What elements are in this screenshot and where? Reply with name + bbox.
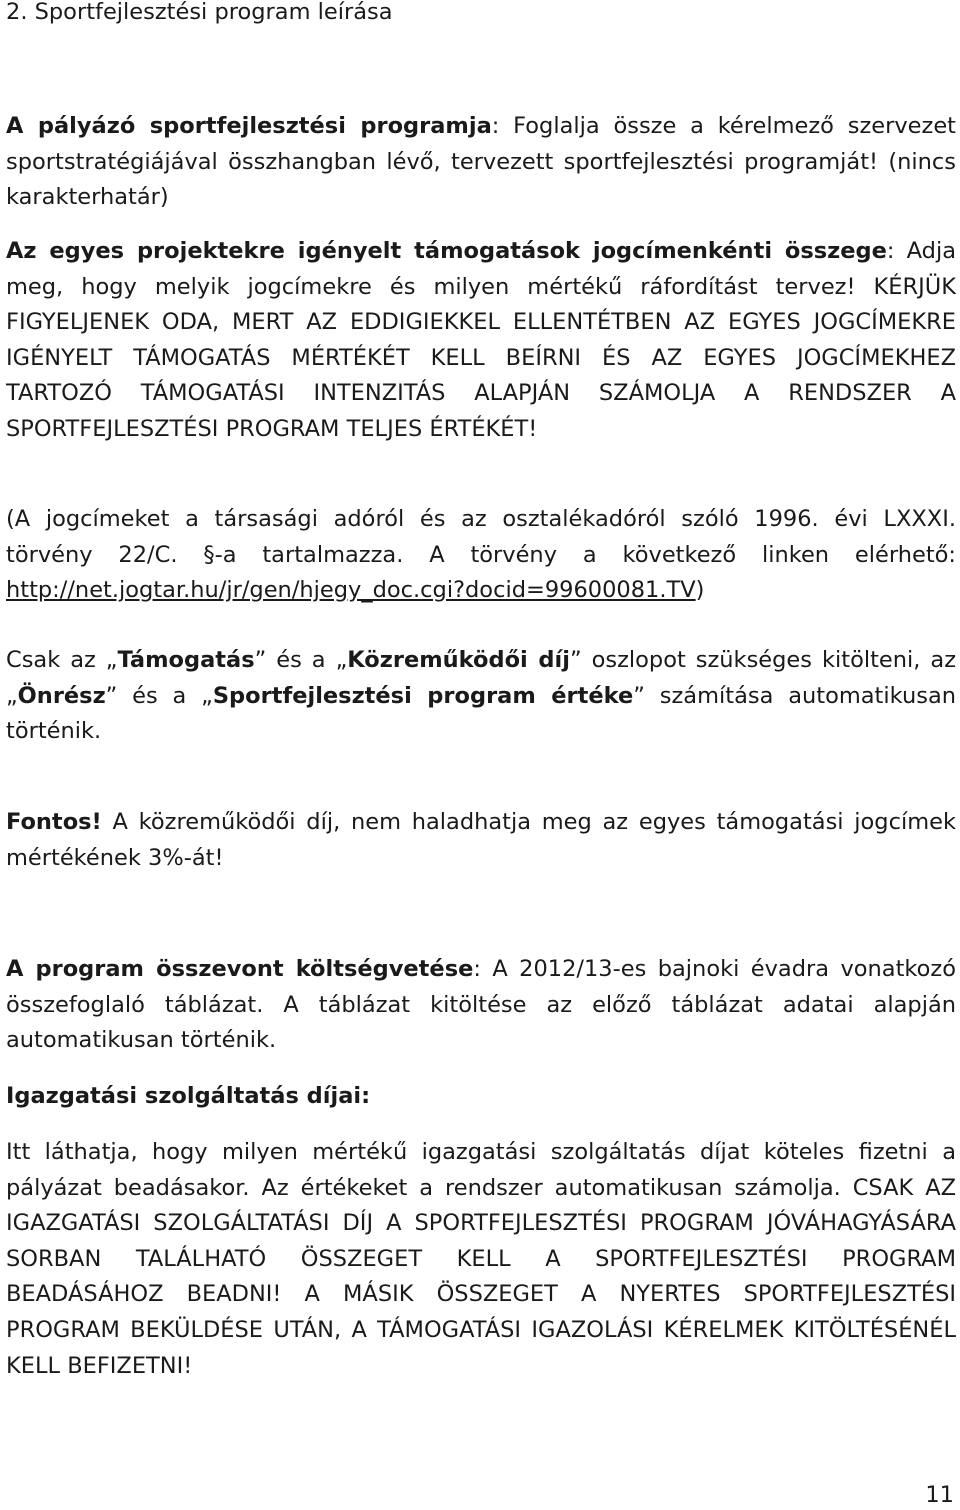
text-torveny-after: ) [695,577,705,604]
text-fontos: A közreműködői díj, nem haladhatja meg az egyes támogatási jogcímek mértékének 3%-át! [6,809,956,871]
label-igazgatasi-szolgaltatas: Igazgatási szolgáltatás díjai: [6,1083,371,1109]
text-fragment: ” számítása automatikusan történik. [6,682,956,745]
bold-kozremukodoi-dij: Közreműködői díj [347,647,570,673]
label-fontos: Fontos! [6,809,102,835]
text-fragment: ” és a „ [105,682,213,709]
paragraph-oszlopok [6,643,956,750]
text-fragment: ” oszlopot szükséges kitölteni, az „ [6,647,957,709]
jogtar-link[interactable]: http://net.jogtar.hu/jr/gen/hjegy_doc.cgi?docid=99600081.TV [6,577,696,604]
text-sportfejlesztesi-programja: : Foglalja össze a kérelmező szervezet sportstratégiájával összhangban lévő, tervezett sportfejlesztési programját! (nincs karakterhatár) [6,113,957,211]
paragraph-jogcimek-torveny [6,502,956,609]
text-igazgatasi-szolgaltatas: Itt láthatja, hogy milyen mértékű igazgatási szolgáltatás díjat köteles fizetni a pályázat beadásakor. Az értékeket a rendszer automatikusan számolja. CSAK AZ IGAZGATÁSI SZOLGÁLTATÁSI DÍJ A SPORTFEJLESZTÉSI PROGRAM JÓVÁHAGYÁSÁRA SORBAN TALÁLHATÓ ÖSSZEGET KELL A SPORTFEJLESZTÉSI PROGRAM BEADÁSÁHOZ BEADNI! A MÁSIK ÖSSZEGET A NYERTES SPORTFEJLESZTÉSI PROGRAM BEKÜLDÉSE UTÁN, A TÁMOGATÁSI IGAZOLÁSI KÉRELMEK KITÖLTÉSÉNÉL KELL BEFIZETNI! [6,1139,956,1379]
page-number: 11 [925,1482,954,1508]
paragraph-igazgatasi-cim [6,1079,956,1115]
paragraph-jogcimenkenti-osszege [6,234,956,448]
bold-program-erteke: Sportfejlesztési program értéke [212,682,634,709]
paragraph-sportfejlesztesi-program [6,109,956,216]
text-fragment: Csak az „ [6,647,118,673]
text-fragment: ” és a „ [254,647,348,673]
bold-onresz: Önrész [17,682,106,709]
bold-tamogatas: Támogatás [117,647,255,673]
label-jogcimenkenti-osszege: Az egyes projektekre igényelt támogatások jogcímenkénti összege [6,238,887,264]
paragraph-fontos [6,805,956,876]
paragraph-igazgatasi-szolgaltatas [6,1135,956,1384]
text-torveny-before: (A jogcímeket a társasági adóról és az osztalékadóról szóló 1996. évi LXXXI. törvény 22/C. §-a tartalmazza. A törvény a következő linken elérhető: [6,506,956,568]
label-sportfejlesztesi-programja: A pályázó sportfejlesztési programja [6,113,492,139]
section-heading: 2. Sportfejlesztési program leírása [6,0,393,25]
text-osszevont-koltsegvetes: : A 2012/13-es bajnoki évadra vonatkozó összefoglaló táblázat. A táblázat kitöltése az előző táblázat adatai alapján automatikusan történik. [6,956,956,1054]
paragraph-osszevont-koltsegvetes [6,952,956,1059]
label-osszevont-koltsegvetes: A program összevont költségvetése [6,956,474,982]
text-jogcimenkenti-osszege: : Adja meg, hogy melyik jogcímekre és milyen mértékű ráfordítást tervez! KÉRJÜK FIGYELJENEK ODA, MERT AZ EDDIGIEKKEL ELLENTÉTBEN AZ EGYES JOGCÍMEKRE IGÉNYELT TÁMOGATÁS MÉRTÉKÉT KELL BEÍRNI ÉS AZ EGYES JOGCÍMEKHEZ TARTOZÓ TÁMOGATÁSI INTENZITÁS ALAPJÁN SZÁMOLJA A RENDSZER A SPORTFEJLESZTÉSI PROGRAM TELJES ÉRTÉKÉT! [6,238,956,442]
